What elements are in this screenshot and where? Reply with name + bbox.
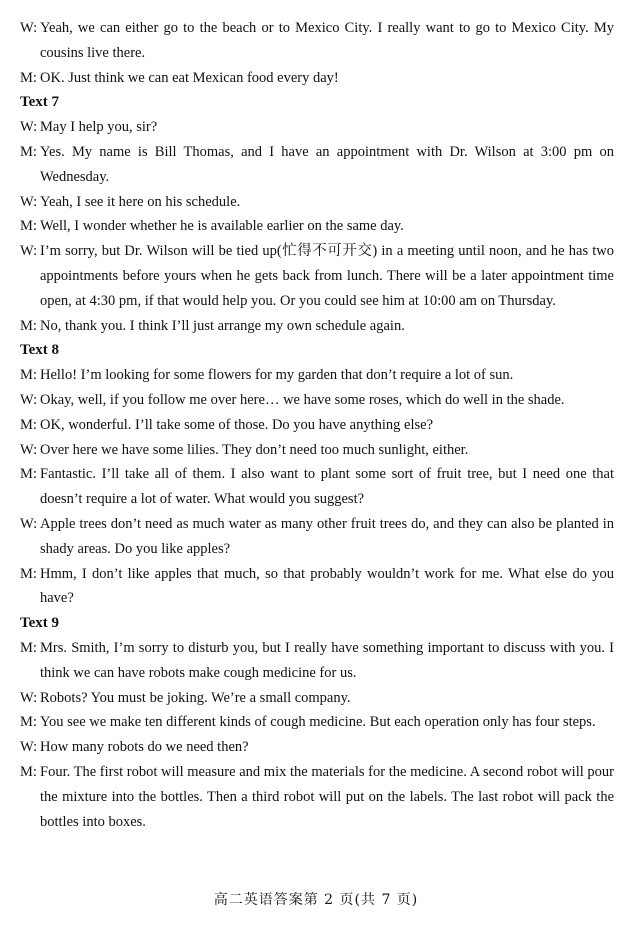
utterance-text: How many robots do we need then?	[40, 739, 249, 756]
speaker-label: W:	[20, 515, 38, 532]
dialogue-line	[20, 214, 614, 239]
speaker-label: M:	[20, 367, 37, 384]
utterance-text: May I help you, sir?	[40, 119, 158, 136]
dialogue-line	[20, 438, 614, 463]
utterance-text: Four. The first robot will measure and mix the materials for the medicine. A second robot will pour the mixture into the bottles. Then a third robot will put on the labels. The last robot will pack the bottles into boxes.	[40, 763, 614, 830]
dialogue-line	[20, 735, 614, 760]
utterance-text: Well, I wonder whether he is available earlier on the same day.	[40, 218, 404, 235]
section-heading-text-9: Text 9	[20, 615, 60, 632]
transcript-body	[20, 16, 614, 834]
page-footer: 高二英语答案第 2 页(共 7 页)	[213, 892, 419, 908]
speaker-label: W:	[20, 20, 38, 36]
dialogue-line	[20, 16, 614, 66]
dialogue-line	[20, 314, 614, 339]
speaker-label: W:	[20, 689, 38, 706]
utterance-text: Okay, well, if you follow me over here… we have some roses, which do well in the shade.	[40, 391, 565, 408]
speaker-label: M:	[20, 714, 37, 731]
utterance-text: Fantastic. I’ll take all of them. I also want to plant some sort of fruit tree, but I need one that doesn’t require a lot of water. What would you suggest?	[40, 466, 614, 508]
dialogue-line	[20, 363, 614, 388]
utterance-text: OK, wonderful. I’ll take some of those. Do you have anything else?	[40, 416, 434, 433]
utterance-text: No, thank you. I think I’ll just arrange my own schedule again.	[40, 317, 405, 334]
speaker-label: M:	[20, 763, 37, 780]
utterance-text: Yeah, we can either go to the beach or to Mexico City. I really want to go to Mexico City. My cousins live there.	[40, 20, 614, 61]
dialogue-line	[20, 760, 614, 834]
dialogue-line	[20, 636, 614, 686]
utterance-text: Yeah, I see it here on his schedule.	[40, 193, 241, 210]
speaker-label: M:	[20, 416, 37, 433]
speaker-label: W:	[20, 243, 38, 260]
speaker-label: W:	[20, 441, 38, 458]
dialogue-line	[20, 413, 614, 438]
utterance-text: I’m sorry, but Dr. Wilson will be tied up(忙得不可开交) in a meeting until noon, and he has two appointments before yours when he gets back from lunch. There will be a later appointment time open, at 4:30 pm, if that would help you. Or you could see him at 10:00 am on Thursday.	[40, 243, 614, 309]
dialogue-line	[20, 512, 614, 562]
dialogue-line	[20, 562, 614, 612]
utterance-text: Hmm, I don’t like apples that much, so that probably wouldn’t work for me. What else do you have?	[40, 565, 614, 607]
dialogue-line	[20, 190, 614, 215]
dialogue-line	[20, 140, 614, 190]
speaker-label: M:	[20, 317, 37, 334]
speaker-label: M:	[20, 69, 37, 86]
dialogue-line	[20, 710, 614, 735]
dialogue-line	[20, 462, 614, 512]
speaker-label: W:	[20, 391, 38, 408]
utterance-text: You see we make ten different kinds of cough medicine. But each operation only has four steps.	[40, 714, 596, 731]
utterance-text: Robots? You must be joking. We’re a small company.	[40, 689, 351, 706]
dialogue-line	[20, 239, 614, 313]
utterance-text: Over here we have some lilies. They don’t need too much sunlight, either.	[40, 441, 469, 458]
speaker-label: W:	[20, 193, 38, 210]
dialogue-line	[20, 66, 614, 91]
utterance-text: OK. Just think we can eat Mexican food every day!	[40, 69, 339, 86]
utterance-text: Yes. My name is Bill Thomas, and I have an appointment with Dr. Wilson at 3:00 pm on Wednesday.	[40, 143, 614, 185]
speaker-label: W:	[20, 739, 38, 756]
utterance-text: Hello! I’m looking for some flowers for my garden that don’t require a lot of sun.	[40, 367, 514, 384]
dialogue-line	[20, 686, 614, 711]
speaker-label: M:	[20, 466, 37, 483]
section-heading-text-7: Text 7	[20, 94, 60, 111]
utterance-text: Apple trees don’t need as much water as many other fruit trees do, and they can also be planted in shady areas. Do you like apples?	[40, 515, 614, 557]
utterance-text: Mrs. Smith, I’m sorry to disturb you, but I really have something important to discuss with you. I think we can have robots make cough medicine for us.	[40, 639, 614, 681]
dialogue-line	[20, 388, 614, 413]
speaker-label: M:	[20, 143, 37, 160]
speaker-label: M:	[20, 639, 37, 656]
speaker-label: M:	[20, 218, 37, 235]
speaker-label: M:	[20, 565, 37, 582]
speaker-label: W:	[20, 119, 38, 136]
section-heading-text-8: Text 8	[20, 342, 60, 359]
dialogue-line	[20, 115, 614, 140]
